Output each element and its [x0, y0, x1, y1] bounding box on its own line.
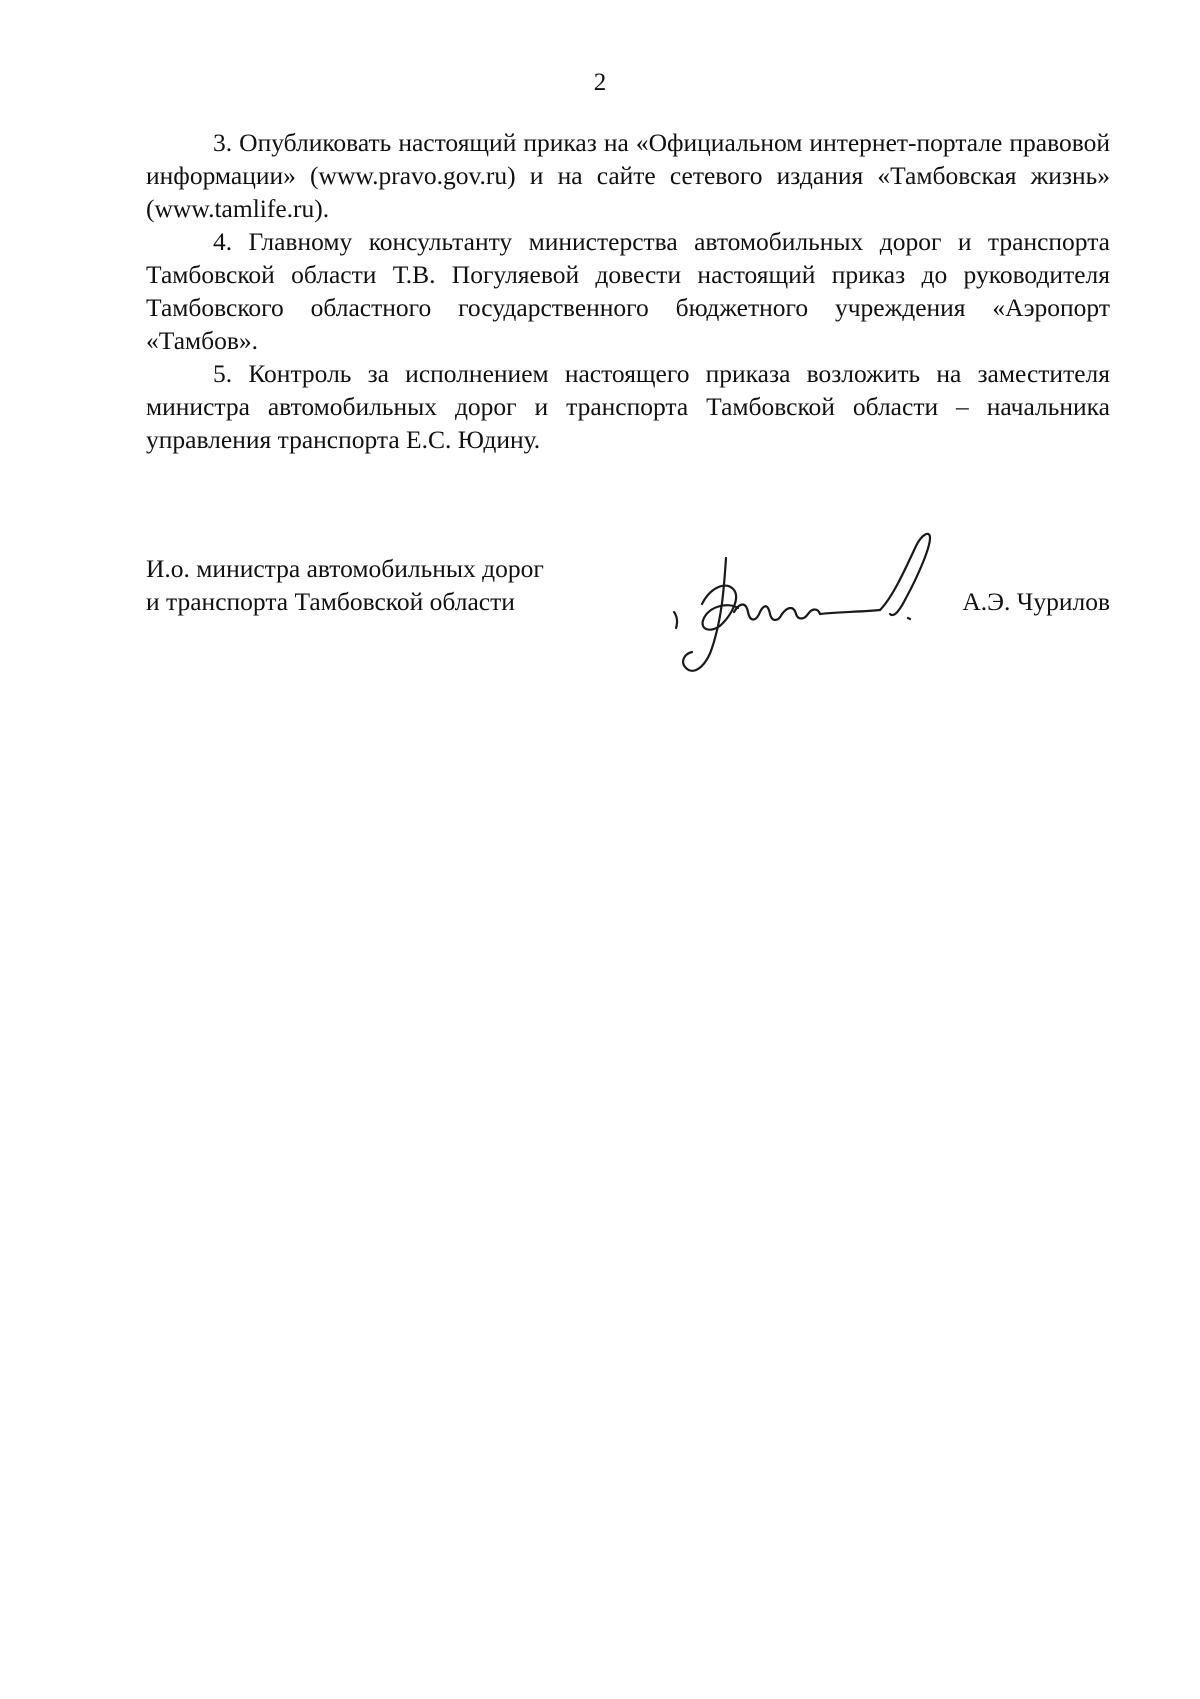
signer-position-line-1: И.о. министра автомобильных дорог [146, 554, 544, 583]
signer-name: А.Э. Чурилов [962, 587, 1110, 616]
signer-position [146, 552, 616, 618]
handwritten-signature [668, 518, 938, 688]
page-number: 2 [593, 69, 607, 96]
paragraph-item-4: 4. Главному консультанту министерства автомобильных дорог и транспорта Тамбовской области Т.В. Погуляевой довести настоящий приказ до руководителя Тамбовского областного государственного бюджетного учреждения «Аэропорт «Тамбов». [146, 227, 1110, 355]
paragraph-item-5: 5. Контроль за исполнением настоящего приказа возложить на заместителя министра автомобильных дорог и транспорта Тамбовской области – начальника управления транспорта Е.С. Юдину. [146, 359, 1110, 454]
signer-position-line-2: и транспорта Тамбовской области [146, 587, 515, 616]
document-body [146, 126, 1110, 456]
paragraph-item-3: 3. Опубликовать настоящий приказ на «Официальном интернет-портале правовой информации» (www.pravo.gov.ru) и на сайте сетевого издания «Тамбовская жизнь» (www.tamlife.ru). [146, 128, 1110, 223]
signature-block [146, 552, 1110, 682]
